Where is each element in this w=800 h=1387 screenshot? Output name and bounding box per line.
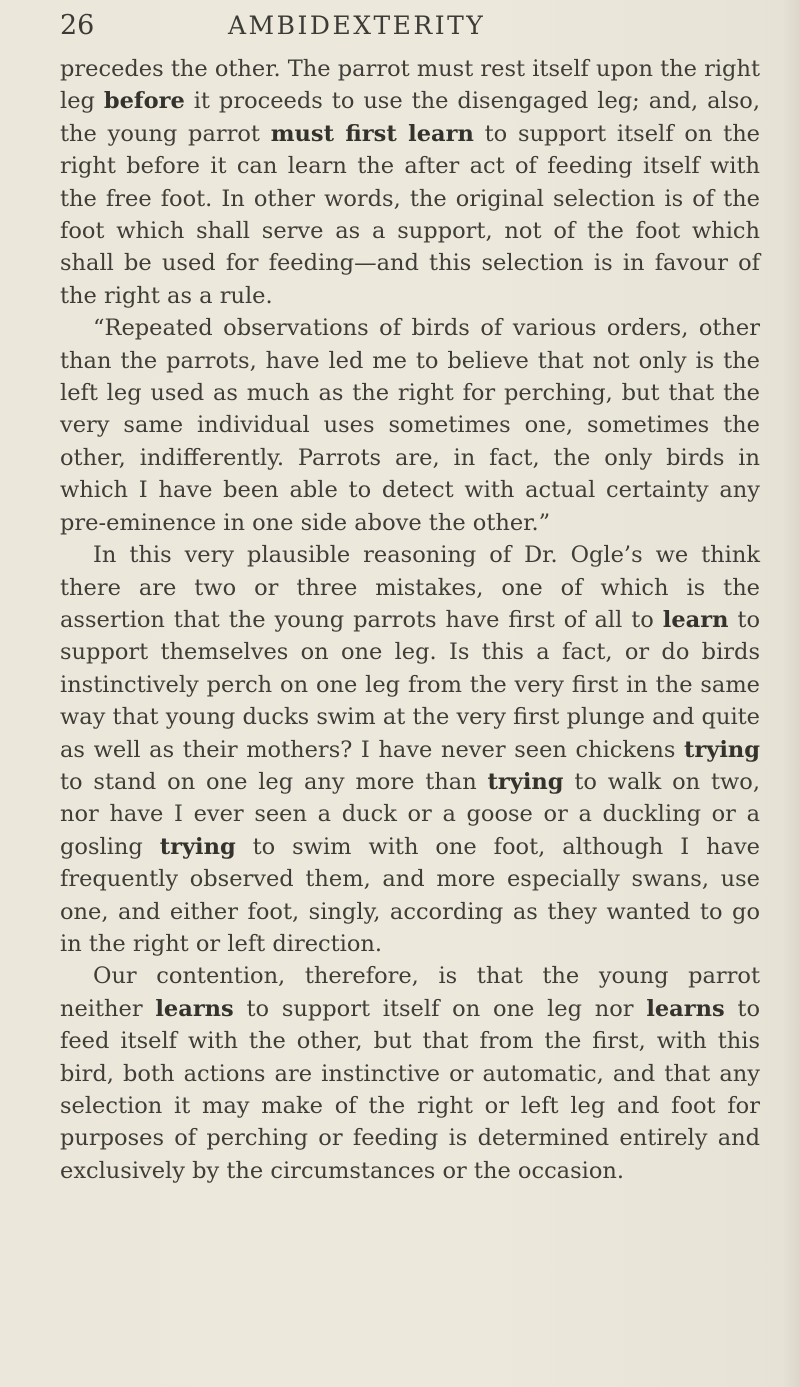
emphasis: learns: [646, 995, 725, 1022]
text-segment: to support itself on the right before it can learn the after act of feeding itself with the free foot. In other words, the original selection is of the foot which shall serve as a support, not of the foot which shall be used for feeding—and this selection is in favour of the right as a rule.: [60, 120, 760, 309]
emphasis: trying: [159, 833, 236, 860]
text-segment: Our contention, therefore, is that the young parrot neither: [60, 963, 760, 1022]
paragraph-quotation: [60, 312, 760, 539]
text-segment: “Repeated observations of birds of various orders, other than the parrots, have led me to believe that not only is the left leg used as much as the right for perching, but that the very same individual uses sometimes one, sometimes the other, indifferently. Parrots are, in fact, the only birds in which I have been able to detect with actual certainty any pre-eminence in one side above the other.”: [60, 315, 760, 536]
page-number: 26: [60, 10, 95, 41]
text-segment: In this very plausible reasoning of Dr. Ogle’s we think there are two or three mistakes, one of which is the assertion that the young parrots have first of all to: [60, 542, 760, 633]
text-segment: to feed itself with the other, but that from the first, with this bird, both actions are instinctive or automatic, and that any selection it may make of the right or left leg and foot for purposes of perching or feeding is determined entirely and exclusively by the circumstances or the occasion.: [60, 995, 760, 1184]
text-segment: to swim with one foot, although I have frequently observed them, and more especially swans, use one, and either foot, singly, according as they wanted to go in the right or left direction.: [60, 833, 760, 957]
emphasis: before: [103, 88, 185, 115]
text-segment: to support themselves on one leg. Is this a fact, or do birds instinctively perch on one leg from the very first in the same way that young ducks swim at the very first plunge and quite as well as their mothers? I have never seen chickens: [60, 606, 760, 763]
text-segment: it proceeds to use the disengaged leg; and, also, the young parrot: [60, 88, 760, 147]
paragraph: [60, 960, 760, 1187]
emphasis: trying: [684, 736, 760, 763]
running-head: [60, 6, 760, 46]
emphasis: learn: [662, 606, 729, 633]
paragraph: [60, 539, 760, 960]
text-segment: to support itself on one leg nor: [233, 995, 647, 1022]
emphasis: trying: [487, 768, 564, 795]
text-segment: to stand on one leg any more than: [60, 768, 488, 795]
page-edge-shadow: [782, 0, 800, 1387]
running-title: AMBIDEXTERITY: [228, 11, 486, 40]
text-segment: to walk on two, nor have I ever seen a duck or a goose or a duckling or a gosling: [60, 768, 760, 860]
emphasis: learns: [155, 995, 234, 1022]
text-segment: precedes the other. The parrot must rest itself upon the right leg: [60, 56, 760, 115]
emphasis: must first learn: [270, 120, 474, 147]
paragraph-continued: [60, 53, 760, 312]
body-text: [60, 53, 760, 1187]
